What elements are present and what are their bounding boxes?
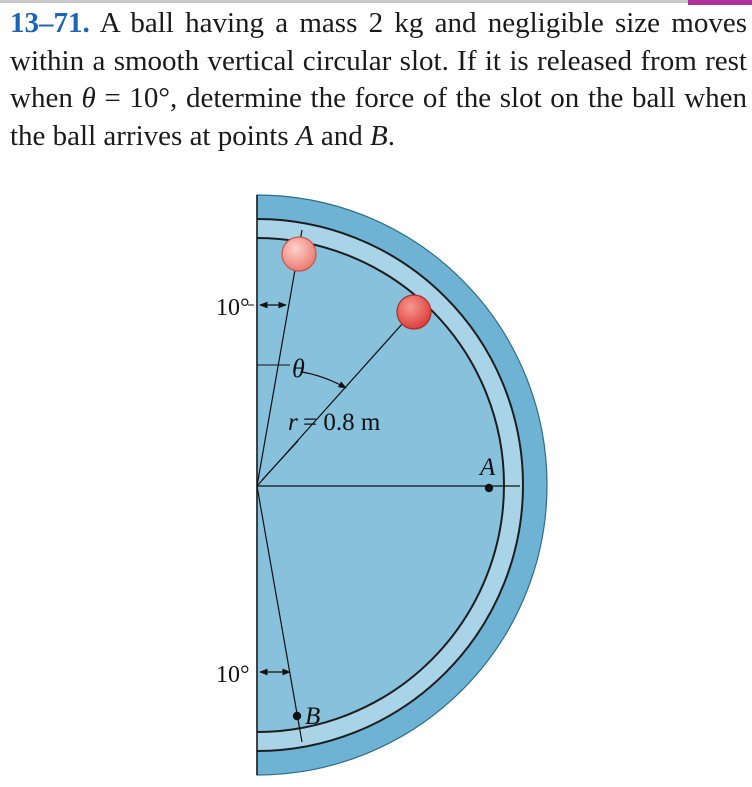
- problem-number: 13–71.: [10, 7, 90, 39]
- problem-theta-symbol: θ: [81, 82, 96, 114]
- problem-text-3: and: [320, 119, 363, 152]
- theta-label: θ: [292, 354, 305, 383]
- point-b-label: B: [305, 703, 321, 730]
- angle-bottom-label: 10°: [216, 662, 250, 688]
- point-a-label: A: [480, 454, 496, 481]
- point-b-dot: [293, 712, 301, 720]
- problem-text-1: A ball having a mass 2 kg and negligible size moves within a smooth vertical circular slot. If it is released from rest when: [10, 7, 747, 114]
- problem-text-4: .: [387, 119, 395, 152]
- point-a-dot: [485, 484, 493, 492]
- problem-point-b: B: [370, 119, 388, 152]
- angle-top-label: 10°: [216, 295, 250, 321]
- radius-value: = 0.8 m: [303, 409, 381, 436]
- radius-symbol: r: [288, 409, 298, 436]
- ball-current: [397, 295, 431, 329]
- problem-text-2: = 10°, determine the force of the slot on the ball when the ball arrives at points: [10, 82, 748, 152]
- problem-point-a: A: [295, 119, 314, 152]
- ball-released: [282, 237, 316, 271]
